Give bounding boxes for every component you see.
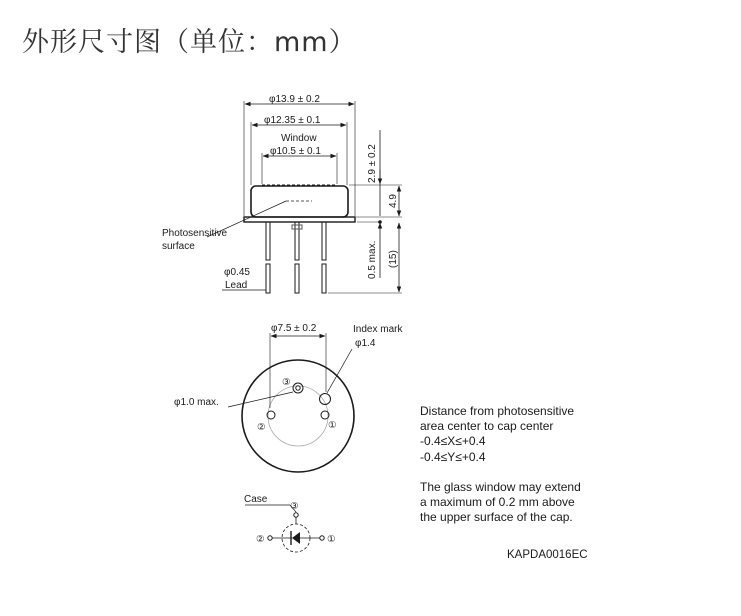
lead-right (322, 222, 326, 260)
case-label: Case (244, 494, 268, 505)
note-line: -0.4≤X≤+0.4 (420, 434, 486, 449)
dim-pitch-label: φ7.5 ± 0.2 (271, 323, 317, 334)
lead-left (266, 222, 270, 260)
note-line: the upper surface of the cap. (420, 510, 573, 525)
schematic-pin-2-number: ② (256, 534, 265, 545)
note-line: Distance from photosensitive (420, 404, 575, 418)
leader-pin-max (228, 392, 293, 407)
pin-3-core (296, 386, 300, 390)
page-title: 外形尺寸图（单位：mm） (22, 27, 357, 58)
note-line: a maximum of 0.2 mm above (420, 495, 575, 510)
bottom-view-labels (174, 323, 403, 433)
dim-pin-max-label: φ1.0 max. (174, 397, 219, 408)
cap-body (251, 186, 348, 217)
dim-window-height-label: 2.9 ± 0.2 (367, 144, 378, 183)
dim-max-label: 0.5 max. (367, 240, 378, 279)
schematic-pin-1-number: ① (327, 534, 336, 545)
document-code: KAPDA0016EC (507, 549, 588, 561)
pin-1-number: ① (328, 420, 337, 431)
lead-dia-label: φ0.45 (224, 267, 250, 278)
lead-label: Lead (225, 280, 248, 291)
bottom-view (228, 333, 354, 472)
photosensitive-label-line1: Photosensitive (162, 228, 228, 239)
schematic-labels (244, 494, 336, 545)
pin-3-hole (293, 383, 303, 393)
lead-center (295, 222, 299, 260)
lead-center-collar (292, 225, 302, 229)
note-line: -0.4≤Y≤+0.4 (420, 449, 486, 464)
pin-pitch-circle (268, 386, 328, 446)
pin-3-number: ③ (282, 377, 291, 388)
lead-left-lower (266, 264, 270, 293)
dim-outer-label: φ13.9 ± 0.2 (269, 94, 320, 105)
schematic-pin-3-terminal (294, 513, 298, 517)
index-mark-dia-label: φ1.4 (355, 338, 376, 349)
schematic-pin-2-terminal (268, 536, 272, 540)
photodiode-symbol (292, 532, 300, 544)
flange-outline (242, 360, 354, 472)
index-mark-label: Index mark (353, 324, 403, 335)
dim-window-label: φ10.5 ± 0.1 (270, 146, 321, 157)
origin-dot (378, 220, 382, 224)
note-line: area center to cap center (420, 419, 554, 434)
dim-height-label: 4.9 (388, 194, 399, 208)
lead-center-lower (295, 264, 299, 293)
note-line: The glass window may extend (420, 479, 581, 494)
side-view-labels (162, 94, 399, 291)
lead-right-lower (322, 264, 326, 293)
pin-2-number: ② (257, 422, 266, 433)
dim-cap-label: φ12.35 ± 0.1 (264, 115, 321, 126)
window-label: Window (281, 133, 317, 144)
schematic-pin-1-terminal (320, 536, 324, 540)
schematic-pin-3-number: ③ (290, 501, 299, 512)
notes-block (420, 404, 610, 525)
photosensitive-label-line2: surface (162, 241, 195, 252)
dim-lead-length-label: (15) (388, 250, 399, 268)
